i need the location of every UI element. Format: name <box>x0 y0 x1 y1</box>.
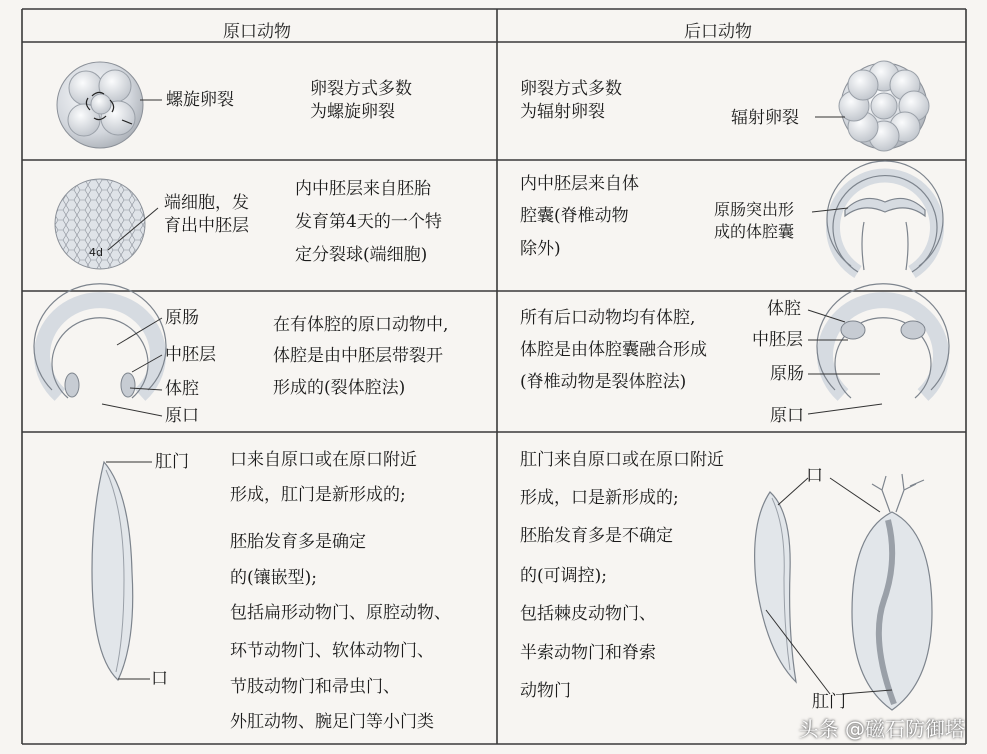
row2-right-line-1: 内中胚层来自体 <box>520 174 639 194</box>
row2-left-line-3: 定分裂球(端细胞) <box>295 245 428 265</box>
row4-left-line-1: 口来自原口或在原口附近 <box>230 450 417 470</box>
row4-right-line-7: 动物门 <box>520 681 571 701</box>
label-mouth-left: 口 <box>151 669 168 689</box>
radial-cleavage-embryo-icon <box>815 61 929 151</box>
row4-left-line-8: 外肛动物、腕足门等小门类 <box>230 712 434 732</box>
label-mesoderm-right: 中胚层 <box>752 330 803 350</box>
4d-cell-embryo-icon <box>55 179 158 269</box>
row2-right-line-2: 腔囊(脊椎动物 <box>520 206 629 226</box>
label-archenteron-left: 原肠 <box>165 308 199 328</box>
row2-right-label-2: 成的体腔囊 <box>714 222 795 241</box>
label-mouth-right: 口 <box>806 466 823 486</box>
row1-right-line-1: 卵裂方式多数 <box>520 79 622 99</box>
row3-left-line-3: 形成的(裂体腔法) <box>273 378 406 398</box>
header-protostome: 原口动物 <box>223 22 291 42</box>
row4-left-line-2: 形成，肛门是新形成的; <box>230 485 406 505</box>
label-blastopore-left: 原口 <box>165 406 199 426</box>
row4-right-line-4: 的(可调控); <box>520 566 607 586</box>
label-coelom-left: 体腔 <box>165 379 199 399</box>
radial-cleavage-label: 辐射卵裂 <box>731 108 799 128</box>
row4-right-line-2: 形成，口是新形成的; <box>520 488 679 508</box>
row2-left-line-1: 内中胚层来自胚胎 <box>295 179 431 199</box>
row4-left-line-3: 胚胎发育多是确定 <box>230 532 366 552</box>
row4-right-line-5: 包括棘皮动物门、 <box>520 604 656 624</box>
row2-left-line-2: 发育第4天的一个特 <box>295 212 442 232</box>
row4-left-line-7: 节肢动物门和帚虫门、 <box>230 677 400 697</box>
label-mesoderm-left: 中胚层 <box>165 345 216 365</box>
watermark: 头条 @磁石防御塔 <box>798 717 965 741</box>
row4-left-line-6: 环节动物门、软体动物门、 <box>230 641 434 661</box>
row3-right-line-1: 所有后口动物均有体腔, <box>520 308 696 328</box>
row3-right-line-3: (脊椎动物是裂体腔法) <box>520 372 687 392</box>
coelomic-pouch-embryo-icon <box>812 161 943 272</box>
row2-right-label-1: 原肠突出形 <box>714 200 795 219</box>
enterocoely-embryo-icon <box>808 284 949 414</box>
row4-right-line-1: 肛门来自原口或在原口附近 <box>520 450 724 470</box>
row2-left-label-2: 育出中胚层 <box>164 216 249 236</box>
label-archenteron-right: 原肠 <box>770 364 804 384</box>
row2-right-line-3: 除外) <box>520 239 561 259</box>
row3-left-line-1: 在有体腔的原口动物中, <box>273 315 449 335</box>
header-deuterostome: 后口动物 <box>684 22 752 42</box>
label-coelom-right: 体腔 <box>767 299 801 319</box>
label-anus-left: 肛门 <box>155 452 189 472</box>
spiral-cleavage-label: 螺旋卵裂 <box>166 90 234 110</box>
row4-right-line-6: 半索动物门和脊索 <box>520 643 656 663</box>
row2-left-label-1: 端细胞，发 <box>164 193 249 213</box>
protostome-body-icon <box>92 462 152 680</box>
row4-right-line-3: 胚胎发育多是不确定 <box>520 526 673 546</box>
row4-left-line-5: 包括扁形动物门、原腔动物、 <box>230 603 451 623</box>
row1-left-line-2: 为螺旋卵裂 <box>310 102 395 122</box>
schizocoely-embryo-icon <box>34 284 166 416</box>
cell-4d-mark: 4d <box>89 246 103 259</box>
row3-left-line-2: 体腔是由中胚层带裂开 <box>273 346 443 366</box>
label-anus-right: 肛门 <box>812 692 846 712</box>
spiral-cleavage-embryo-icon <box>57 62 162 148</box>
row1-left-line-1: 卵裂方式多数 <box>310 79 412 99</box>
row4-left-line-4: 的(镶嵌型); <box>230 568 317 588</box>
deuterostome-larva-icon <box>755 474 932 710</box>
label-blastopore-right: 原口 <box>770 406 804 426</box>
row3-right-line-2: 体腔是由体腔囊融合形成 <box>520 340 707 360</box>
row1-right-line-2: 为辐射卵裂 <box>520 102 605 122</box>
